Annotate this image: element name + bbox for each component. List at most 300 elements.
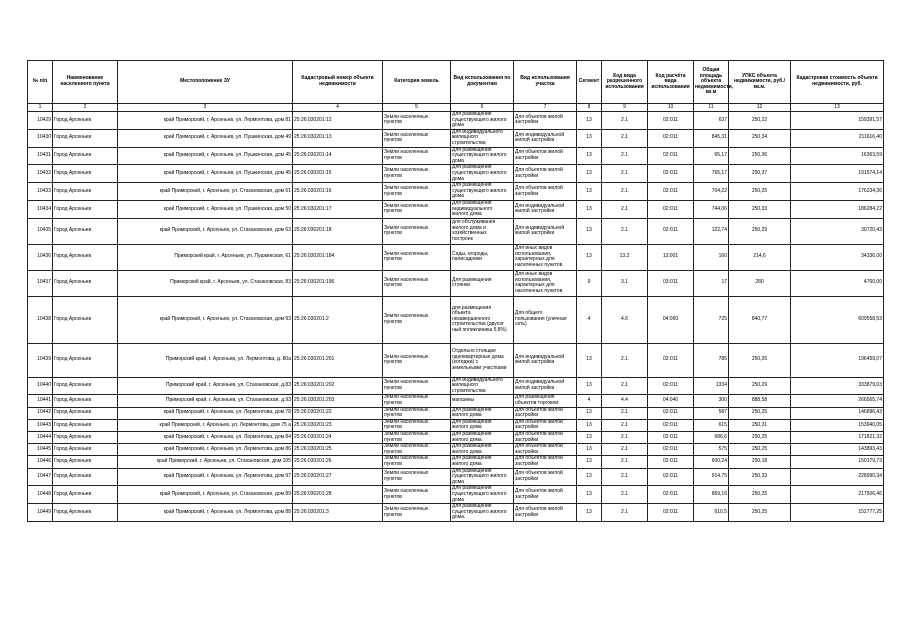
cell-ks: 186284,22	[791, 200, 884, 218]
cell-kr: 02:011	[648, 468, 694, 486]
cell-ks: 171821,32	[791, 432, 884, 444]
cell-upks: 280	[729, 270, 791, 296]
cell-upks: 250,37	[729, 165, 791, 183]
table-body	[28, 112, 884, 522]
cell-loc: Приморский край, г. Арсеньев, ул. Стахановская, д.83	[118, 377, 293, 395]
cell-ks: 4760,00	[791, 270, 884, 296]
cell-kvri: 4.6	[602, 296, 648, 343]
cell-kvri: 2.1	[602, 486, 648, 504]
cell-kvri: 2.1	[602, 419, 648, 431]
cell-loc: край Приморский, г. Арсеньев, ул. Стахановская, дом 61	[118, 183, 293, 201]
cell-loc: край Приморский, г. Арсеньев, ул. Лермонтова, дом 75 а	[118, 419, 293, 431]
cell-area: 300	[694, 395, 729, 407]
column-number: 6	[451, 104, 514, 112]
cell-loc: край Приморский, г. Арсеньев, ул. Лермонтова, дом 88	[118, 504, 293, 522]
cell-kad: 25:26:030201:24	[293, 432, 383, 444]
cell-upks: 250,25	[729, 407, 791, 419]
cell-kvri: 13.2	[602, 244, 648, 270]
table-row	[28, 419, 884, 431]
cell-seg: 13	[577, 468, 602, 486]
cell-cat: Земли населенных пунктов	[383, 129, 451, 147]
cell-n: 10443	[28, 419, 53, 431]
cell-kr: 02:011	[648, 112, 694, 130]
cell-ks: 159391,57	[791, 112, 884, 130]
cell-cat: Земли населенных пунктов	[383, 296, 451, 343]
cell-upks: 214,6	[729, 244, 791, 270]
cell-np: Город Арсеньев	[53, 377, 118, 395]
column-number: 13	[791, 104, 884, 112]
column-number: 8	[577, 104, 602, 112]
cell-n: 10449	[28, 504, 53, 522]
cell-loc: край Приморский, г. Арсеньев, ул. Стахановская, дом 63	[118, 218, 293, 244]
cell-area: 869,16	[694, 486, 729, 504]
cell-kr: 02:011	[648, 343, 694, 377]
cell-np: Город Арсеньев	[53, 244, 118, 270]
cell-loc: край Приморский, г. Арсеньев, ул. Лермонтова, дом 86	[118, 444, 293, 456]
cell-kr: 02:011	[648, 419, 694, 431]
cell-kr: 02:011	[648, 504, 694, 522]
cell-kad: 25:26:030201:22	[293, 407, 383, 419]
cell-loc: край Приморский, г. Арсеньев, ул. Стахановская, дом 89	[118, 486, 293, 504]
cell-n: 10447	[28, 468, 53, 486]
cell-upks: 250,25	[729, 183, 791, 201]
cell-n: 10433	[28, 183, 53, 201]
cell-area: 1334	[694, 377, 729, 395]
cell-np: Город Арсеньев	[53, 200, 118, 218]
cell-kad: 25:26:030201:184	[293, 244, 383, 270]
header-cell: Кадастровый номер объекта недвижимости	[293, 61, 383, 104]
cell-kvri: 2.1	[602, 444, 648, 456]
cell-loc: край Приморский, г. Арсеньев, ул. Пушкинская, дом 45	[118, 165, 293, 183]
cell-doc: Для индивидуального жилищного строительства	[451, 377, 514, 395]
cell-use: Для индивидуальной жилой застройки	[514, 218, 577, 244]
cell-ks: 228990,34	[791, 468, 884, 486]
cell-doc: Для размещения существующего жилого дома	[451, 147, 514, 165]
table-row	[28, 377, 884, 395]
cell-seg: 13	[577, 147, 602, 165]
cell-seg: 13	[577, 165, 602, 183]
cell-kvri: 4.4	[602, 395, 648, 407]
cell-use: Для индивидуальной жилой застройки	[514, 377, 577, 395]
cell-ks: 143893,43	[791, 444, 884, 456]
cell-seg: 13	[577, 432, 602, 444]
cell-loc: Приморский край, г. Арсеньев, ул. Стахановская, 83	[118, 270, 293, 296]
cell-seg: 13	[577, 244, 602, 270]
cell-use: Для иных видов использования, характерных для населенных пунктов	[514, 270, 577, 296]
cell-loc: край Приморский, г. Арсеньев, ул. Лермонтова, дом 84	[118, 432, 293, 444]
table-row	[28, 486, 884, 504]
table-row	[28, 147, 884, 165]
cell-kad: 25:26:030201:196	[293, 270, 383, 296]
cell-n: 10448	[28, 486, 53, 504]
cell-cat: Земли населенных пунктов	[383, 270, 451, 296]
cell-n: 10431	[28, 147, 53, 165]
cell-area: 704,22	[694, 183, 729, 201]
cell-kr: 13:001	[648, 244, 694, 270]
column-number: 11	[694, 104, 729, 112]
table-row	[28, 200, 884, 218]
cell-kvri: 2.1	[602, 432, 648, 444]
cell-cat: Земли населенных пунктов	[383, 486, 451, 504]
cell-use: Для объектов жилой застройки	[514, 468, 577, 486]
cell-ks: 333879,03	[791, 377, 884, 395]
cell-seg: 13	[577, 218, 602, 244]
cell-kr: 02:011	[648, 147, 694, 165]
cell-loc: край Приморский, г. Арсеньев, ул. Пушкинская, дом 50	[118, 200, 293, 218]
cell-use: Для объектов жилой застройки	[514, 183, 577, 201]
cell-ks: 146896,43	[791, 407, 884, 419]
cell-loc: край Приморский, г. Арсеньев, ул. Лермонтова, дом 81	[118, 112, 293, 130]
table-header	[28, 61, 884, 112]
cell-n: 10437	[28, 270, 53, 296]
header-cell: Код вида разрешенного использования	[602, 61, 648, 104]
cell-n: 10439	[28, 343, 53, 377]
cell-ks: 609558,53	[791, 296, 884, 343]
cell-use: Для размещения объектов торговли	[514, 395, 577, 407]
cell-kvri: 2.1	[602, 200, 648, 218]
header-cell: Наименование населенного пункта	[53, 61, 118, 104]
cell-n: 10440	[28, 377, 53, 395]
table-row	[28, 183, 884, 201]
cell-kr: 02:011	[648, 377, 694, 395]
table-row	[28, 504, 884, 522]
cell-ks: 153940,05	[791, 419, 884, 431]
cell-upks: 250,34	[729, 129, 791, 147]
cell-doc: Для размещения стоянки	[451, 270, 514, 296]
table-row	[28, 270, 884, 296]
cell-ks: 266565,74	[791, 395, 884, 407]
header-row	[28, 61, 884, 104]
cell-np: Город Арсеньев	[53, 504, 118, 522]
cell-area: 17	[694, 270, 729, 296]
header-cell: № п/п	[28, 61, 53, 104]
cell-kr: 02:011	[648, 432, 694, 444]
cell-kvri: 2.1	[602, 456, 648, 468]
cell-ks: 34336,00	[791, 244, 884, 270]
cell-kr: 02:011	[648, 183, 694, 201]
cell-use: Для объектов жилой застройки	[514, 112, 577, 130]
cell-area: 744,06	[694, 200, 729, 218]
cell-use: Для индивидуальной жилой застройки	[514, 200, 577, 218]
cell-np: Город Арсеньев	[53, 129, 118, 147]
table-row	[28, 432, 884, 444]
cell-seg: 13	[577, 486, 602, 504]
cell-kvri: 2.1	[602, 112, 648, 130]
cell-doc: для размещения объекта незавершенного строительства (двухэт ный поликлиника 5,8%)	[451, 296, 514, 343]
cell-kvri: 2.1	[602, 183, 648, 201]
cell-area: 610,5	[694, 504, 729, 522]
cell-kvri: 2.1	[602, 468, 648, 486]
header-cell: Кадастровая стоимость объекта недвижимости, руб.	[791, 61, 884, 104]
cell-doc: магазины	[451, 395, 514, 407]
cell-kr: 02:011	[648, 218, 694, 244]
cell-upks: 250,31	[729, 419, 791, 431]
cell-kvri: 2.1	[602, 147, 648, 165]
table-row	[28, 395, 884, 407]
cell-np: Город Арсеньев	[53, 218, 118, 244]
cell-cat: Земли населенных пунктов	[383, 419, 451, 431]
cell-kvri: 2.1	[602, 129, 648, 147]
cell-ks: 150179,73	[791, 456, 884, 468]
cell-loc: край Приморский, г. Арсеньев, ул. Пушкинская, дом 45	[118, 147, 293, 165]
cell-upks: 250,22	[729, 112, 791, 130]
cell-seg: 13	[577, 504, 602, 522]
cell-n: 10432	[28, 165, 53, 183]
cell-np: Город Арсеньев	[53, 432, 118, 444]
cell-kad: 25:26:030201:16	[293, 183, 383, 201]
header-cell: Общая площадь объекта недвижимости, кв.м	[694, 61, 729, 104]
cell-n: 10446	[28, 456, 53, 468]
cell-cat: Земли населенных пунктов	[383, 432, 451, 444]
cell-upks: 250,33	[729, 200, 791, 218]
cell-area: 845,31	[694, 129, 729, 147]
cell-kvri: 3.1	[602, 270, 648, 296]
cell-upks: 888,58	[729, 395, 791, 407]
cell-n: 10441	[28, 395, 53, 407]
cell-np: Город Арсеньев	[53, 419, 118, 431]
cell-upks: 250,29	[729, 218, 791, 244]
cell-seg: 13	[577, 456, 602, 468]
cell-kad: 25:26:030201:27	[293, 468, 383, 486]
table-row	[28, 296, 884, 343]
cell-kvri: 2.1	[602, 377, 648, 395]
cell-np: Город Арсеньев	[53, 343, 118, 377]
cell-ks: 16363,59	[791, 147, 884, 165]
cell-doc: для обслуживания жилого дома и хозяйственных построек	[451, 218, 514, 244]
cell-area: 122,74	[694, 218, 729, 244]
cell-kvri: 2.1	[602, 343, 648, 377]
cell-np: Город Арсеньев	[53, 296, 118, 343]
cell-ks: 152777,25	[791, 504, 884, 522]
cell-upks: 250,18	[729, 456, 791, 468]
table-row	[28, 112, 884, 130]
cell-area: 65,17	[694, 147, 729, 165]
cell-doc: Для размещения существующего жилого дома	[451, 183, 514, 201]
cell-n: 10444	[28, 432, 53, 444]
table-row	[28, 218, 884, 244]
cell-seg: 4	[577, 395, 602, 407]
table-row	[28, 129, 884, 147]
cell-kr: 04:060	[648, 296, 694, 343]
cell-loc: Приморский край, г. Арсеньев, ул. Стахановская, д.93	[118, 395, 293, 407]
cell-cat: Земли населенных пунктов	[383, 183, 451, 201]
column-number: 1	[28, 104, 53, 112]
cell-loc: край Приморский, г. Арсеньев, ул. Лермонтова, дом 78	[118, 407, 293, 419]
cell-use: Для объектов жилой застройки	[514, 147, 577, 165]
cell-seg: 13	[577, 200, 602, 218]
cell-n: 10434	[28, 200, 53, 218]
cell-area: 587	[694, 407, 729, 419]
cell-upks: 250,25	[729, 432, 791, 444]
cell-cat: Земли населенных пунктов	[383, 377, 451, 395]
cell-kad: 25:26:030201:14	[293, 147, 383, 165]
cell-seg: 4	[577, 296, 602, 343]
cell-kad: 25:26:030201:201	[293, 343, 383, 377]
cell-use: Для объектов жилой застройки	[514, 444, 577, 456]
cell-seg: 13	[577, 407, 602, 419]
cell-area: 725	[694, 296, 729, 343]
cell-seg: 13	[577, 377, 602, 395]
cell-cat: Земли населенных пунктов	[383, 244, 451, 270]
cell-n: 10436	[28, 244, 53, 270]
cell-np: Город Арсеньев	[53, 112, 118, 130]
cell-kvri: 2.1	[602, 504, 648, 522]
cell-n: 10430	[28, 129, 53, 147]
cell-doc: Для размещения жилого дома	[451, 407, 514, 419]
cell-area: 575	[694, 444, 729, 456]
header-cell: Категория земель	[383, 61, 451, 104]
cell-kr: 03:011	[648, 270, 694, 296]
column-number: 12	[729, 104, 791, 112]
cell-cat: Земли населенных пунктов	[383, 147, 451, 165]
cell-area: 160	[694, 244, 729, 270]
cell-kvri: 2.1	[602, 218, 648, 244]
cell-doc: Для размещения индивидуального жилого дома	[451, 200, 514, 218]
table-row	[28, 343, 884, 377]
cell-loc: Приморский край, г. Арсеньев, ул. Лермонтова, д. 80а	[118, 343, 293, 377]
cell-kad: 25:26:030201:15	[293, 165, 383, 183]
cell-np: Город Арсеньев	[53, 456, 118, 468]
cell-ks: 217506,46	[791, 486, 884, 504]
cell-kad: 25:26:030201:26	[293, 456, 383, 468]
cell-doc: Для размещения жилого дома	[451, 432, 514, 444]
table-row	[28, 468, 884, 486]
cell-ks: 196459,07	[791, 343, 884, 377]
cell-kr: 02:011	[648, 486, 694, 504]
header-cell: Вид использования участка	[514, 61, 577, 104]
cell-doc: Для размещения существующего жилого дома	[451, 486, 514, 504]
cell-area: 765,17	[694, 165, 729, 183]
cell-cat: Земли населенных пунктов	[383, 407, 451, 419]
cell-ks: 191574,14	[791, 165, 884, 183]
cell-kad: 25:26:030201:2	[293, 296, 383, 343]
header-cell: Местоположение ЗУ	[118, 61, 293, 104]
cell-doc: Для размещения жилого дома	[451, 444, 514, 456]
column-number: 5	[383, 104, 451, 112]
cell-n: 10438	[28, 296, 53, 343]
cell-use: Для индивидуальной жилой застройки	[514, 129, 577, 147]
cell-kr: 02:011	[648, 456, 694, 468]
cell-use: Для объектов жилой застройки	[514, 419, 577, 431]
cell-n: 10435	[28, 218, 53, 244]
cell-doc: Сады, огороды, палисадники	[451, 244, 514, 270]
cell-area: 785	[694, 343, 729, 377]
header-cell: Сегмент	[577, 61, 602, 104]
cell-upks: 250,29	[729, 377, 791, 395]
cell-kad: 25:26:030201:28	[293, 486, 383, 504]
cell-kad: 25:26:030201:202	[293, 377, 383, 395]
cell-loc: край Приморский, г. Арсеньев, ул. Стахановская, дом 105	[118, 456, 293, 468]
cell-np: Город Арсеньев	[53, 270, 118, 296]
cell-np: Город Арсеньев	[53, 183, 118, 201]
cell-area: 914,75	[694, 468, 729, 486]
cell-loc: Приморский край, г. Арсеньев, ул. Пушкинская, 61	[118, 244, 293, 270]
column-number: 2	[53, 104, 118, 112]
cell-use: Для объектов жилой застройки	[514, 456, 577, 468]
cell-kad: 25:26:030201:13	[293, 129, 383, 147]
cell-seg: 13	[577, 112, 602, 130]
cell-area: 686,6	[694, 432, 729, 444]
cell-np: Город Арсеньев	[53, 407, 118, 419]
cell-ks: 30720,43	[791, 218, 884, 244]
header-cell: Вид использования по документам	[451, 61, 514, 104]
cell-kad: 25:26:030201:3	[293, 504, 383, 522]
cell-use: Для общего пользования (уличная сеть)	[514, 296, 577, 343]
cell-cat: Земли населенных пунктов	[383, 200, 451, 218]
cell-doc: Для размещения существующего жилого дома	[451, 468, 514, 486]
cell-doc: Для индивидуального жилищного строительства	[451, 129, 514, 147]
cell-ks: 176234,36	[791, 183, 884, 201]
cell-kvri: 2.1	[602, 407, 648, 419]
table-row	[28, 407, 884, 419]
cell-doc: Отдельно стоящие одноквартирные дома (котеджи) с земельными участками	[451, 343, 514, 377]
cell-area: 615	[694, 419, 729, 431]
cell-kr: 02:011	[648, 444, 694, 456]
cell-kr: 02:011	[648, 200, 694, 218]
cell-kad: 25:26:030201:18	[293, 218, 383, 244]
cell-kr: 02:011	[648, 407, 694, 419]
cell-kad: 25:26:030201:203	[293, 395, 383, 407]
cell-seg: 13	[577, 343, 602, 377]
cell-loc: край Приморский, г. Арсеньев, ул. Стахановская, дом 93	[118, 296, 293, 343]
cell-n: 10429	[28, 112, 53, 130]
cell-doc: Для размещения жилого дома	[451, 456, 514, 468]
cell-use: Для индивидуальной жилой застройки	[514, 343, 577, 377]
cell-use: Для объектов жилой застройки	[514, 407, 577, 419]
cell-seg: 13	[577, 419, 602, 431]
header-cell: УПКС объекта недвижимости, руб./кв.м.	[729, 61, 791, 104]
cell-seg: 13	[577, 444, 602, 456]
cell-cat: Земли населенных пунктов	[383, 444, 451, 456]
cell-doc: Для размещения существующего жилого дома	[451, 165, 514, 183]
cell-upks: 250,25	[729, 444, 791, 456]
column-number: 7	[514, 104, 577, 112]
cadastral-value-table	[27, 60, 884, 522]
table-row	[28, 165, 884, 183]
cell-cat: Земли населенных пунктов	[383, 468, 451, 486]
cell-n: 10445	[28, 444, 53, 456]
cell-np: Город Арсеньев	[53, 395, 118, 407]
cell-doc: Для размещения жилого дома	[451, 419, 514, 431]
cell-np: Город Арсеньев	[53, 486, 118, 504]
cell-use: Для иных видов использования, характерных для населенных пунктов	[514, 244, 577, 270]
cell-np: Город Арсеньев	[53, 165, 118, 183]
cell-upks: 250,26	[729, 343, 791, 377]
header-cell: Код расчёта вида использования	[648, 61, 694, 104]
cell-kr: 02:011	[648, 165, 694, 183]
cell-n: 10442	[28, 407, 53, 419]
column-number: 4	[293, 104, 383, 112]
cell-use: Для объектов жилой застройки	[514, 165, 577, 183]
table-row	[28, 444, 884, 456]
cell-kvri: 2.1	[602, 165, 648, 183]
cell-seg: 9	[577, 270, 602, 296]
cell-use: Для объектов жилой застройки	[514, 504, 577, 522]
table-row	[28, 244, 884, 270]
cell-loc: край Приморский, г. Арсеньев, ул. Пушкинская, дом 49	[118, 129, 293, 147]
cell-upks: 840,77	[729, 296, 791, 343]
cell-np: Город Арсеньев	[53, 147, 118, 165]
cell-upks: 250,25	[729, 486, 791, 504]
table-row	[28, 456, 884, 468]
cell-cat: Земли населенных пунктов	[383, 456, 451, 468]
cell-cat: Земли населенных пунктов	[383, 165, 451, 183]
cell-cat: Земли населенных пунктов	[383, 395, 451, 407]
cell-upks: 250,33	[729, 468, 791, 486]
cell-upks: 250,36	[729, 147, 791, 165]
column-number: 3	[118, 104, 293, 112]
cell-kad: 25:26:030201:12	[293, 112, 383, 130]
